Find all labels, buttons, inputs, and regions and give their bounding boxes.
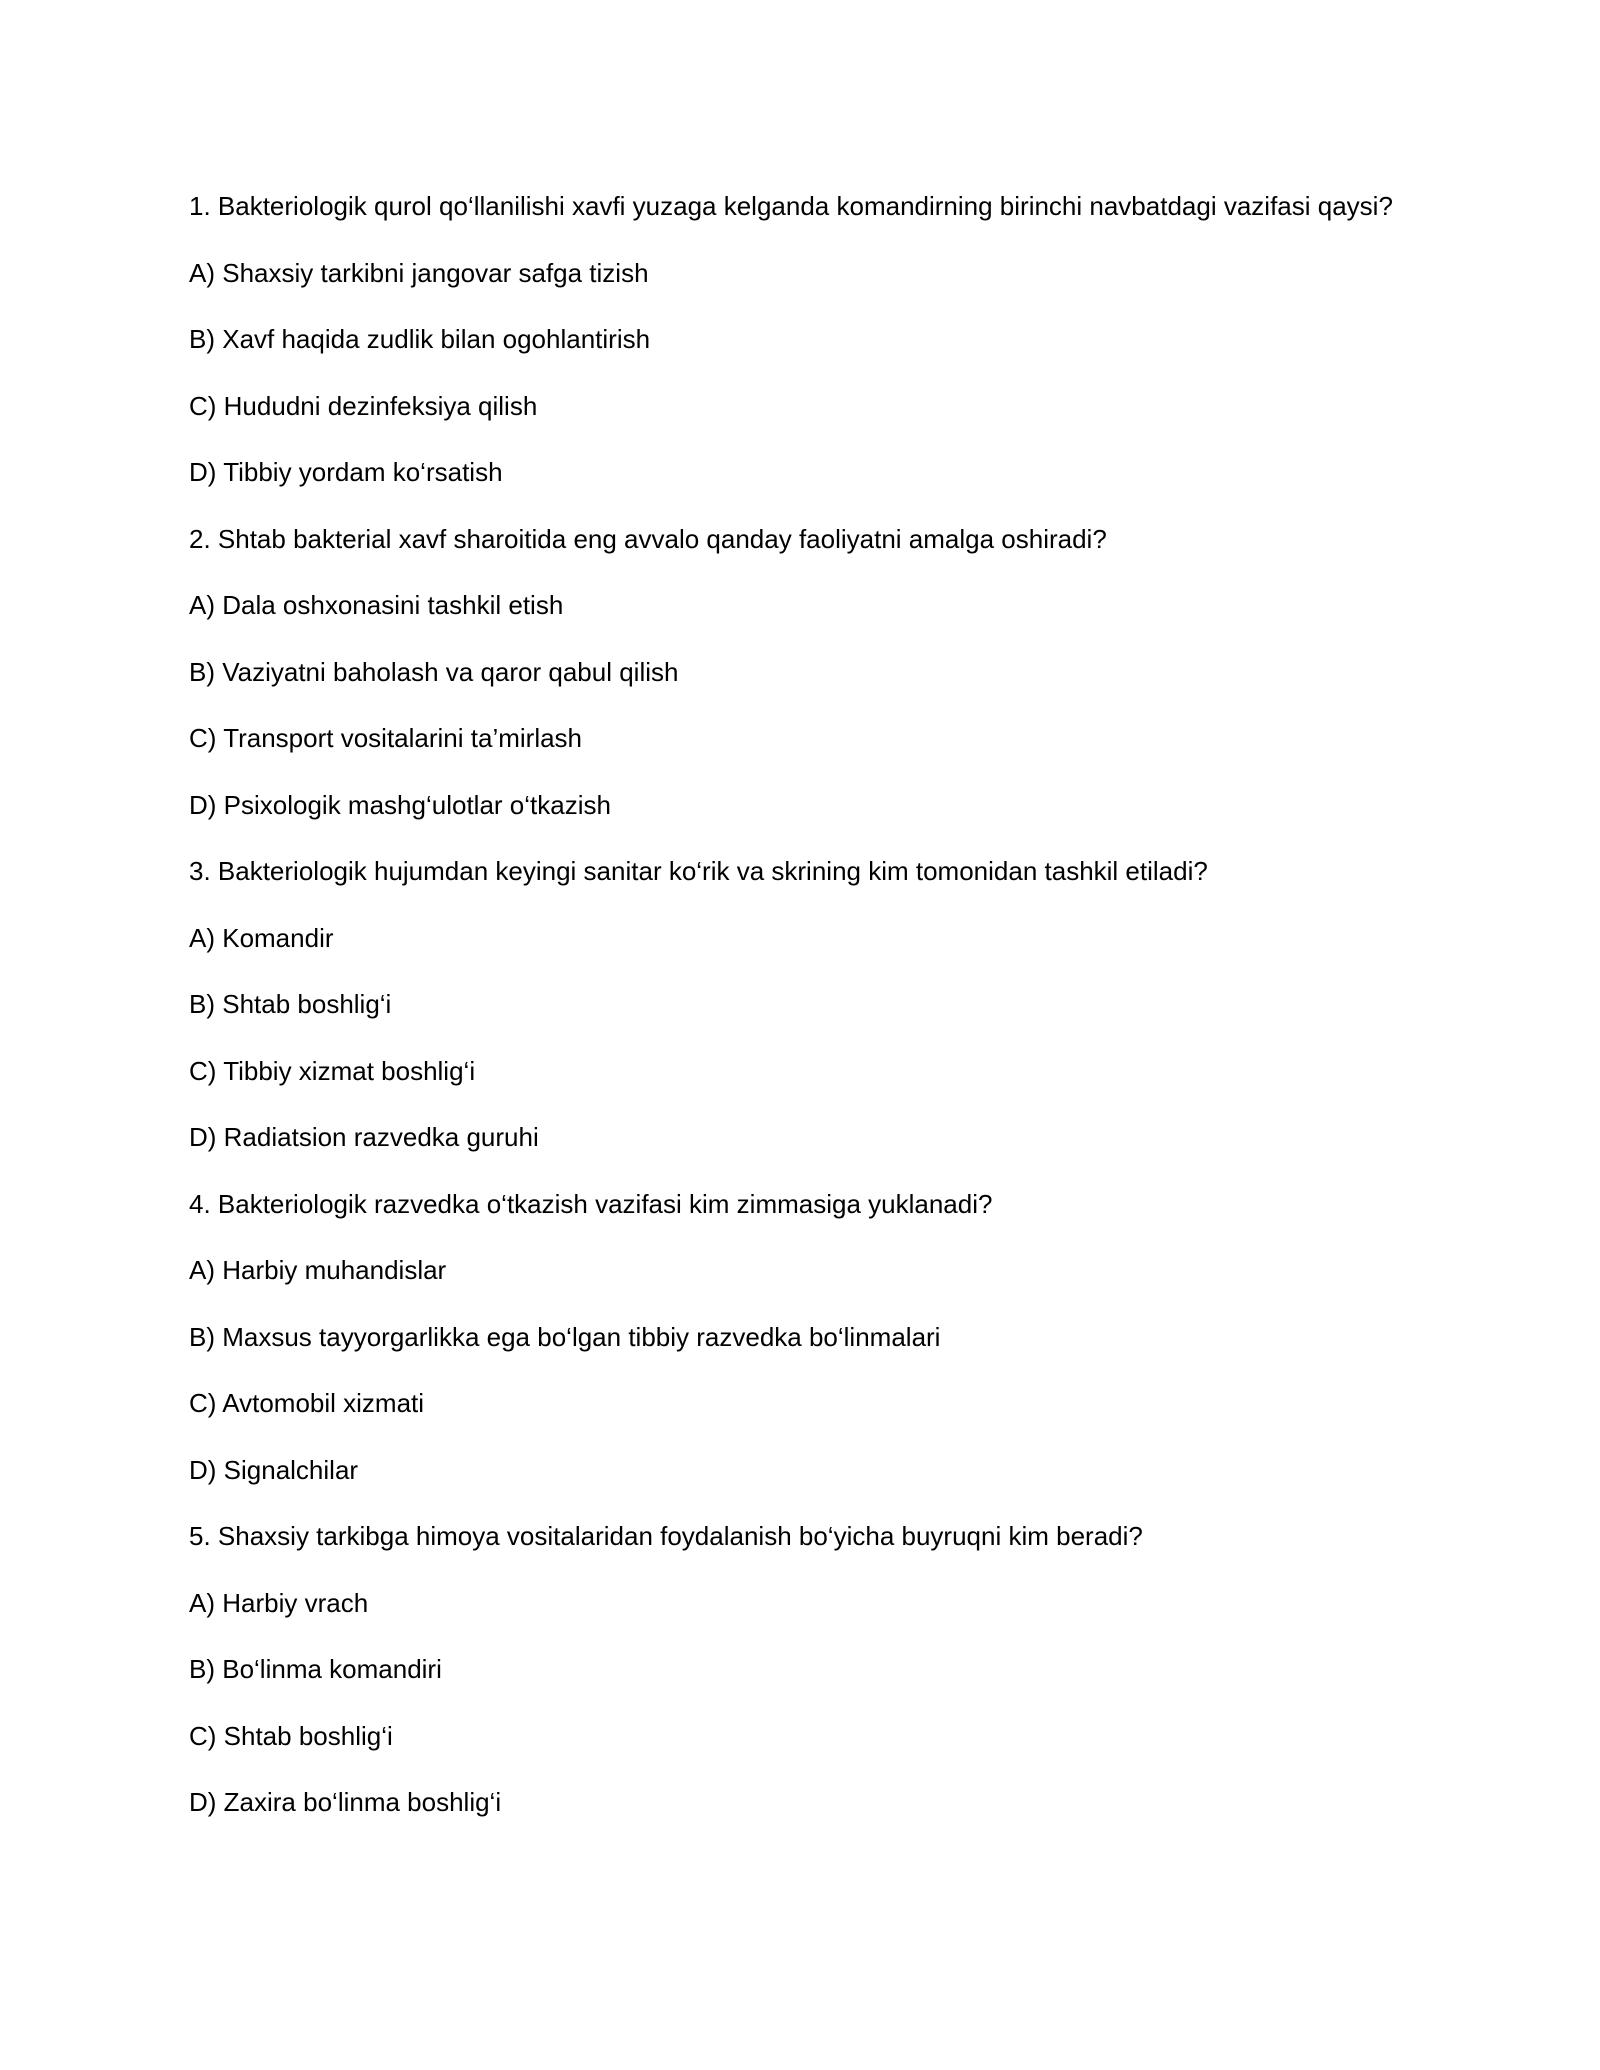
question-text: 4. Bakteriologik razvedka o‘tkazish vazifasi kim zimmasiga yuklanadi? [189,1188,993,1219]
answer-option: A) Harbiy muhandislar [189,1255,447,1285]
answer-option: C) Avtomobil xizmati [189,1388,425,1418]
answer-option: D) Radiatsion razvedka guruhi [189,1122,539,1152]
answer-option: D) Tibbiy yordam ko‘rsatish [189,457,503,487]
answer-option: A) Dala oshxonasini tashkil etish [189,590,564,620]
question-text: 1. Bakteriologik qurol qo‘llanilishi xavfi yuzaga kelganda komandirning birinchi navbatdagi vazifasi qaysi? [189,191,1393,221]
answer-option: B) Xavf haqida zudlik bilan ogohlantirish [189,324,651,354]
answer-option: A) Harbiy vrach [189,1587,369,1618]
answer-option: C) Transport vositalarini ta’mirlash [189,723,583,753]
answer-option: B) Shtab boshlig‘i [189,989,392,1019]
answer-option: C) Shtab boshlig‘i [189,1720,393,1751]
question-text: 2. Shtab bakterial xavf sharoitida eng avvalo qanday faoliyatni amalga oshiradi? [189,523,1107,554]
answer-option: A) Komandir [189,922,334,953]
answer-option: B) Vaziyatni baholash va qaror qabul qilish [189,656,679,687]
answer-option: B) Maxsus tayyorgarlikka ega bo‘lgan tibbiy razvedka bo‘linmalari [189,1321,941,1352]
answer-option: A) Shaxsiy tarkibni jangovar safga tizish [189,257,649,288]
question-text: 5. Shaxsiy tarkibga himoya vositalaridan foydalanish bo‘yicha buyruqni kim beradi? [189,1521,1143,1551]
answer-option: D) Zaxira bo‘linma boshlig‘i [189,1787,502,1817]
answer-option: B) Bo‘linma komandiri [189,1654,442,1684]
question-text: 3. Bakteriologik hujumdan keyingi sanitar ko‘rik va skrining kim tomonidan tashkil etiladi? [189,856,1208,886]
answer-option: C) Tibbiy xizmat boshlig‘i [189,1055,476,1086]
answer-option: C) Hududni dezinfeksiya qilish [189,390,538,421]
answer-option: D) Psixologik mashg‘ulotlar o‘tkazish [189,789,611,820]
question-list [189,185,1449,1848]
answer-option: D) Signalchilar [189,1454,359,1485]
